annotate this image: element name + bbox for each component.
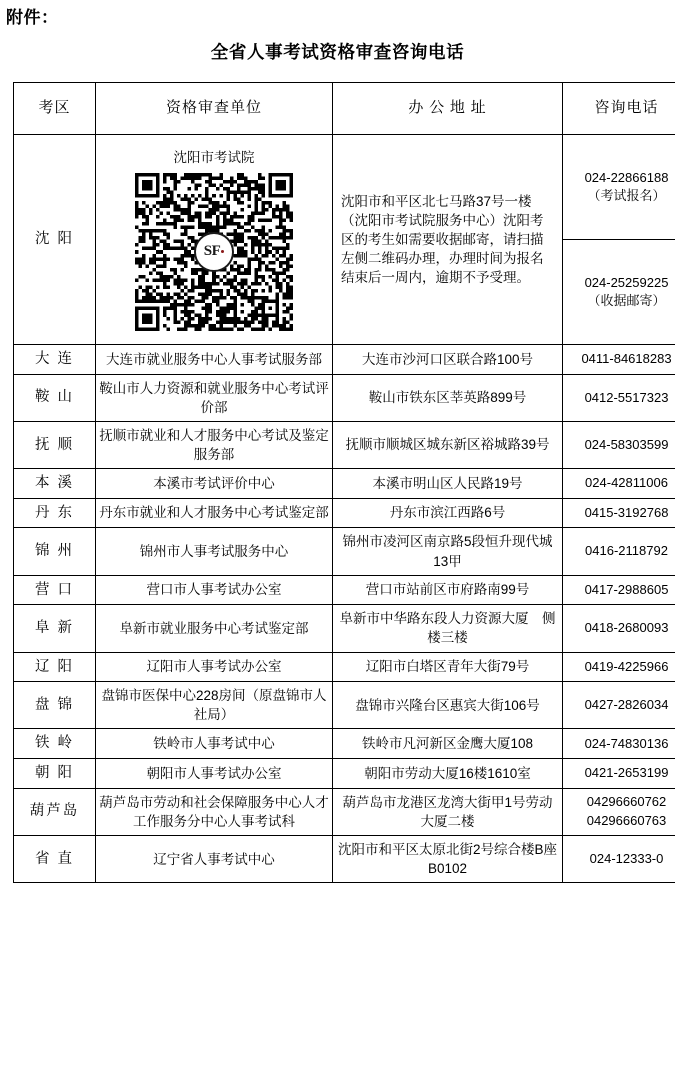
phone-number: 024-58303599 — [584, 436, 669, 452]
cell-unit: 锦州市人事考试服务中心 — [96, 528, 333, 575]
phone-note: （考试报名） — [587, 188, 666, 203]
qr-caption: 沈阳市考试院 — [173, 150, 255, 166]
table-row — [14, 605, 675, 652]
cell-unit: 鞍山市人力资源和就业服务中心考试评价部 — [96, 374, 333, 421]
phone-number-secondary: 04296660763 — [586, 812, 667, 828]
cell-phone — [563, 682, 675, 729]
cell-region: 辽 阳 — [14, 652, 96, 682]
table-row — [14, 421, 675, 468]
cell-unit: 大连市就业服务中心人事考试服务部 — [96, 345, 333, 375]
cell-region: 丹 东 — [14, 498, 96, 528]
table-row — [14, 345, 675, 375]
phone-number: 0411-84618283 — [581, 351, 672, 367]
cell-region: 营 口 — [14, 575, 96, 605]
attachment-label: 附件： — [6, 8, 59, 27]
column-header-address: 办 公 地 址 — [333, 83, 563, 135]
cell-address: 大连市沙河口区联合路100号 — [333, 345, 563, 375]
cell-address: 沈阳市和平区太原北街2号综合楼B座B0102 — [333, 835, 563, 882]
cell-unit: 本溪市考试评价中心 — [96, 469, 333, 499]
cell-address: 盘锦市兴隆台区惠宾大街106号 — [333, 682, 563, 729]
cell-address: 本溪市明山区人民路19号 — [333, 469, 563, 499]
page-title: 全省人事考试资格审查咨询电话 — [210, 42, 465, 62]
phone-number: 0421-2653199 — [584, 765, 669, 781]
cell-phone-shenyang-receipt — [563, 240, 675, 345]
cell-unit: 丹东市就业和人才服务中心考试鉴定部 — [96, 498, 333, 528]
phone-number: 0427-2826034 — [584, 697, 669, 713]
table-row — [14, 835, 675, 882]
cell-region: 本 溪 — [14, 469, 96, 499]
qr-code[interactable] — [135, 173, 293, 331]
cell-phone — [563, 498, 675, 528]
table-row-shenyang — [14, 135, 675, 240]
cell-unit: 营口市人事考试办公室 — [96, 575, 333, 605]
cell-phone — [563, 575, 675, 605]
phone-number: 024-22866188 — [584, 169, 669, 185]
cell-address: 锦州市凌河区南京路5段恒升现代城13甲 — [333, 528, 563, 575]
phone-number: 024-42811006 — [585, 475, 668, 491]
table-row — [14, 575, 675, 605]
cell-region: 锦 州 — [14, 528, 96, 575]
table-row — [14, 788, 675, 835]
cell-address: 阜新市中华路东段人力资源大厦 侧楼三楼 — [333, 605, 563, 652]
cell-region-shenyang: 沈 阳 — [14, 135, 96, 345]
cell-unit: 阜新市就业服务中心考试鉴定部 — [96, 605, 333, 652]
table-row — [14, 469, 675, 499]
phone-number: 024-74830136 — [584, 735, 669, 751]
table-row — [14, 498, 675, 528]
cell-address: 葫芦岛市龙港区龙湾大街甲1号劳动大厦二楼 — [333, 788, 563, 835]
cell-unit: 朝阳市人事考试办公室 — [96, 759, 333, 789]
table-row — [14, 682, 675, 729]
phone-number: 0415-3192768 — [584, 504, 669, 520]
table-header — [14, 83, 675, 135]
cell-region: 盘 锦 — [14, 682, 96, 729]
phone-number: 0418-2680093 — [584, 620, 669, 636]
cell-region: 省 直 — [14, 835, 96, 882]
cell-address-shenyang: 沈阳市和平区北七马路37号一楼（沈阳市考试院服务中心）沈阳考区的考生如需要收据邮寄，请扫描左侧二维码办理，办理时间为报名结束后一周内，逾期不予受理。 — [333, 135, 563, 345]
table-row — [14, 652, 675, 682]
cell-region: 抚 顺 — [14, 421, 96, 468]
cell-address: 辽阳市白塔区青年大街79号 — [333, 652, 563, 682]
phone-number: 0412-5517323 — [584, 389, 669, 405]
cell-unit-shenyang — [96, 135, 333, 345]
cell-region: 葫芦岛 — [14, 788, 96, 835]
cell-unit: 辽阳市人事考试办公室 — [96, 652, 333, 682]
cell-address: 朝阳市劳动大厦16楼1610室 — [333, 759, 563, 789]
cell-phone — [563, 528, 675, 575]
contact-table — [13, 82, 675, 883]
phone-number: 0416-2118792 — [585, 543, 668, 559]
cell-region: 阜 新 — [14, 605, 96, 652]
column-header-region: 考区 — [14, 83, 96, 135]
column-header-unit: 资格审查单位 — [96, 83, 333, 135]
cell-phone — [563, 788, 675, 835]
cell-phone — [563, 605, 675, 652]
cell-region: 朝 阳 — [14, 759, 96, 789]
table-row — [14, 528, 675, 575]
cell-unit: 抚顺市就业和人才服务中心考试及鉴定服务部 — [96, 421, 333, 468]
phone-number: 04296660762 — [586, 794, 667, 810]
cell-phone — [563, 652, 675, 682]
cell-phone — [563, 345, 675, 375]
sf-logo-text: SF — [203, 242, 221, 259]
phone-note: （收据邮寄） — [587, 293, 666, 308]
cell-phone — [563, 759, 675, 789]
cell-unit: 辽宁省人事考试中心 — [96, 835, 333, 882]
cell-unit: 葫芦岛市劳动和社会保障服务中心人才工作服务分中心人事考试科 — [96, 788, 333, 835]
table-row — [14, 374, 675, 421]
cell-phone-shenyang-exam — [563, 135, 675, 240]
cell-address: 丹东市滨江西路6号 — [333, 498, 563, 528]
cell-phone — [563, 835, 675, 882]
cell-region: 鞍 山 — [14, 374, 96, 421]
phone-number: 024-25259225 — [584, 274, 669, 290]
cell-address: 鞍山市铁东区莘英路899号 — [333, 374, 563, 421]
sf-logo-dot-icon — [221, 250, 224, 253]
cell-address: 营口市站前区市府路南99号 — [333, 575, 563, 605]
phone-number: 0419-4225966 — [584, 658, 669, 674]
cell-address: 铁岭市凡河新区金鹰大厦108 — [333, 729, 563, 759]
cell-address: 抚顺市顺城区城东新区裕城路39号 — [333, 421, 563, 468]
table-row — [14, 759, 675, 789]
cell-unit: 铁岭市人事考试中心 — [96, 729, 333, 759]
phone-number: 024-12333-0 — [589, 850, 664, 866]
table-row — [14, 729, 675, 759]
column-header-phone: 咨询电话 — [563, 83, 675, 135]
cell-unit: 盘锦市医保中心228房间（原盘锦市人社局） — [96, 682, 333, 729]
table-header-row — [14, 83, 675, 135]
cell-region: 大 连 — [14, 345, 96, 375]
sf-express-logo-icon — [194, 232, 234, 272]
phone-number: 0417-2988605 — [584, 581, 669, 597]
cell-region: 铁 岭 — [14, 729, 96, 759]
cell-phone — [563, 421, 675, 468]
cell-phone — [563, 374, 675, 421]
table-body — [14, 135, 675, 883]
cell-phone — [563, 469, 675, 499]
cell-phone — [563, 729, 675, 759]
qr-code-wrapper — [99, 173, 329, 331]
